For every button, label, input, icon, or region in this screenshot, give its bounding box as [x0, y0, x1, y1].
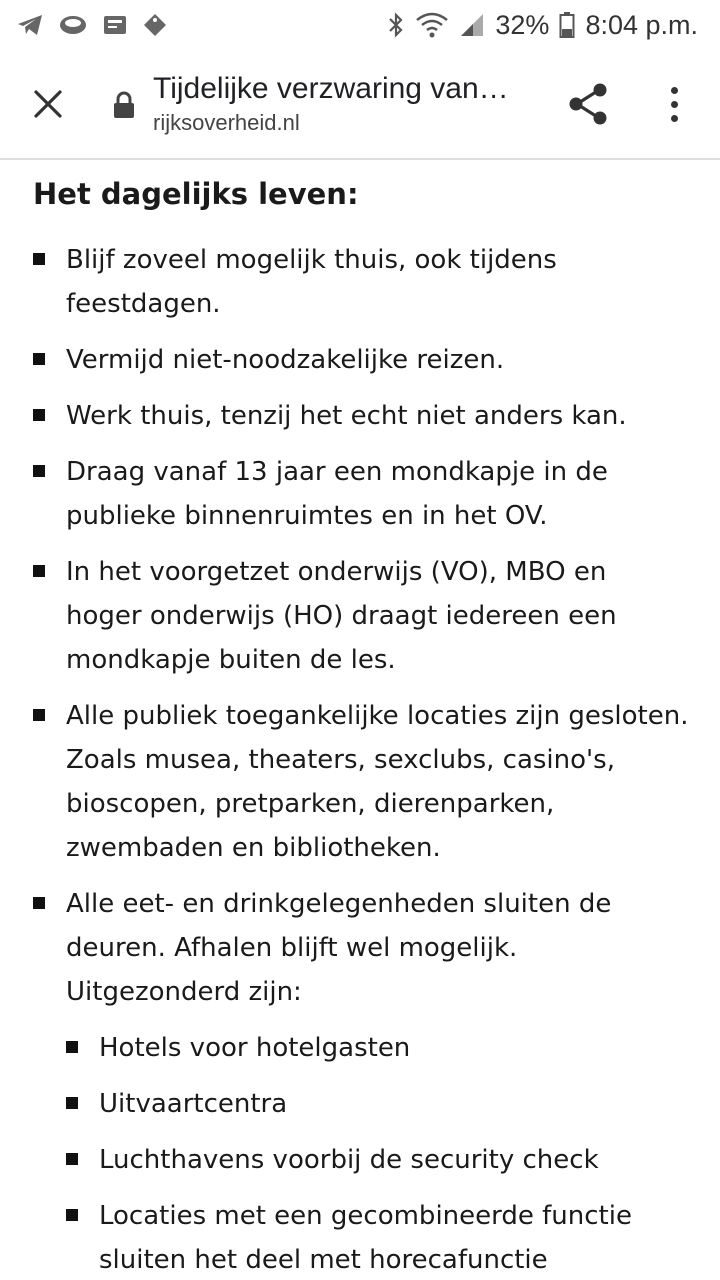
clock: 8:04 p.m.	[585, 9, 698, 40]
list-item-text: Alle publiek toegankelijke locaties zijn gesloten. Zoals musea, theaters, sexclubs, casino's, bioscopen, pretparken, dierenparken, zwembaden en bibliotheken.	[66, 701, 689, 863]
list-item	[0, 238, 720, 326]
notification-icons	[16, 12, 168, 38]
list-item-text: Werk thuis, tenzij het echt niet anders kan.	[66, 401, 627, 431]
signal-icon	[459, 12, 485, 38]
bullet	[33, 565, 45, 577]
close-button[interactable]	[22, 78, 74, 130]
battery-icon	[559, 11, 575, 39]
sub-list-item-text: Hotels voor hotelgasten	[99, 1033, 411, 1063]
exceptions-list	[66, 1026, 690, 1280]
bullet	[66, 1209, 78, 1221]
sub-list-item-text: Luchthavens voorbij de security check	[99, 1145, 599, 1175]
cloud-app-icon	[58, 13, 88, 37]
list-item	[0, 882, 720, 1280]
bullet	[33, 253, 45, 265]
list-item-text: Blijf zoveel mogelijk thuis, ook tijdens feestdagen.	[66, 245, 557, 319]
more-vert-dot	[671, 115, 678, 122]
more-vert-dot	[671, 101, 678, 108]
list-item	[0, 338, 720, 382]
tag-icon	[142, 12, 168, 38]
sub-list-item	[66, 1194, 690, 1280]
more-vert-icon	[671, 87, 678, 94]
bullet	[66, 1041, 78, 1053]
list-item-text: In het voorgetzet onderwijs (VO), MBO en hoger onderwijs (HO) draagt iedereen een mondkapje buiten de les.	[66, 557, 617, 675]
news-app-icon	[102, 13, 128, 37]
sub-list-item-text: Uitvaartcentra	[99, 1089, 288, 1119]
more-options-button[interactable]	[656, 80, 692, 128]
list-item	[0, 450, 720, 538]
bullet	[33, 353, 45, 365]
telegram-icon	[16, 13, 44, 37]
bullet	[33, 409, 45, 421]
bullet	[66, 1097, 78, 1109]
sub-list-item	[66, 1138, 690, 1182]
section-heading: Het dagelijks leven:	[33, 177, 359, 211]
status-bar	[0, 0, 720, 50]
wifi-icon	[415, 12, 449, 38]
sub-list-item	[66, 1026, 690, 1070]
lock-icon	[112, 90, 136, 120]
list-item	[0, 550, 720, 682]
page-url: rijksoverheid.nl	[153, 110, 300, 135]
list-item-text: Vermijd niet-noodzakelijke reizen.	[66, 345, 505, 375]
bullet	[33, 897, 45, 909]
list-item-text: Draag vanaf 13 jaar een mondkapje in de publieke binnenruimtes en in het OV.	[66, 457, 608, 531]
measures-list	[0, 238, 720, 1280]
list-item	[0, 394, 720, 438]
list-item-text: Alle eet- en drinkgelegenheden sluiten de deuren. Afhalen blijft wel mogelijk. Uitgezonderd zijn:	[66, 889, 612, 1007]
browser-toolbar	[0, 50, 720, 160]
share-button[interactable]	[565, 80, 611, 128]
address-area[interactable]	[153, 70, 543, 138]
bullet	[33, 465, 45, 477]
page-title: Tijdelijke verzwaring van…	[153, 72, 509, 105]
bullet	[33, 709, 45, 721]
bullet	[66, 1153, 78, 1165]
bluetooth-icon	[387, 11, 405, 39]
battery-percent: 32%	[495, 9, 550, 40]
system-icons	[387, 10, 698, 41]
page-content	[0, 160, 720, 1280]
close-icon	[33, 89, 63, 119]
sub-list-item	[66, 1082, 690, 1126]
list-item	[0, 694, 720, 870]
sub-list-item-text: Locaties met een gecombineerde functie sluiten het deel met horecafunctie	[99, 1201, 632, 1275]
